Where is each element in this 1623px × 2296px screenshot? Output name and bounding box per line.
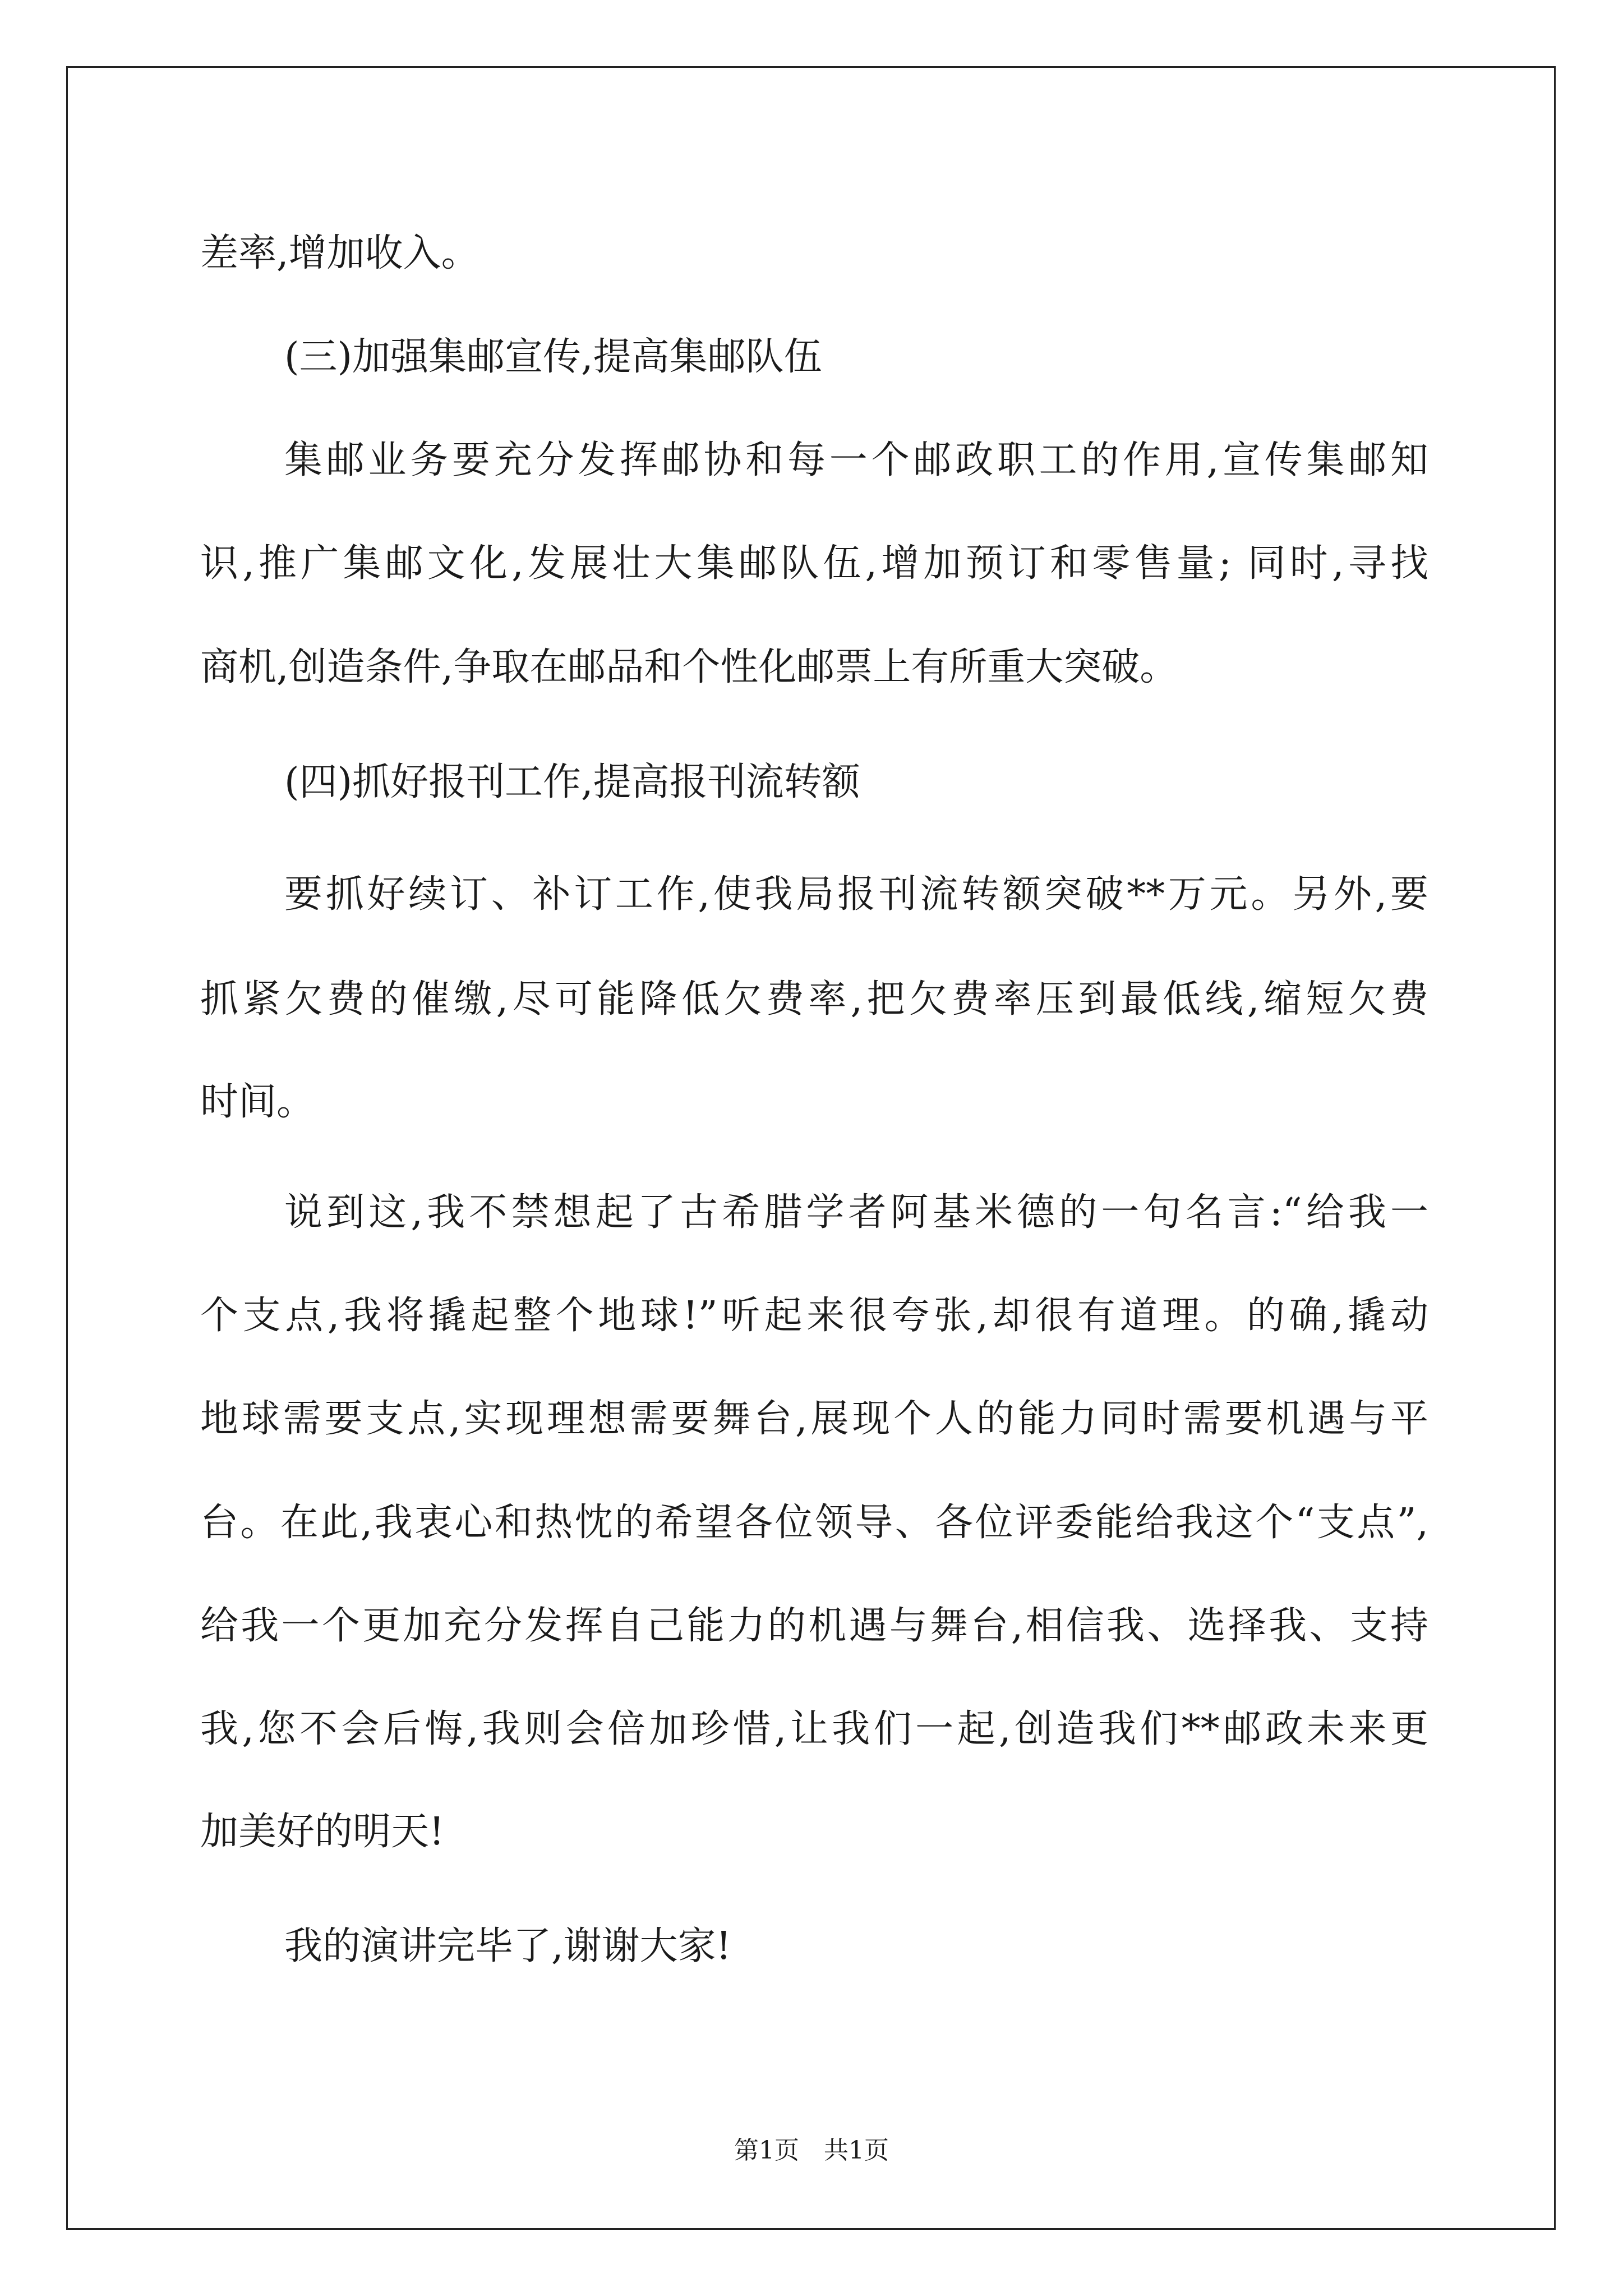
text-line: 抓紧欠费的催缴,尽可能降低欠费率,把欠费率压到最低线,缩短欠费	[200, 977, 1428, 1022]
text-line: 说到这,我不禁想起了古希腊学者阿基米德的一句名言:“给我一	[284, 1190, 1428, 1235]
text-line: 加美好的明天!	[200, 1810, 445, 1854]
section-heading: (四)抓好报刊工作,提高报刊流转额	[284, 760, 860, 804]
text-line: 台。在此,我衷心和热忱的希望各位领导、各位评委能给我这个“支点”,	[200, 1501, 1428, 1545]
text-line: 我,您不会后悔,我则会倍加珍惜,让我们一起,创造我们**邮政未来更	[200, 1707, 1428, 1751]
section-heading: (三)加强集邮宣传,提高集邮队伍	[284, 335, 822, 379]
text-line: 个支点,我将撬起整个地球!”听起来很夸张,却很有道理。的确,撬动	[200, 1294, 1428, 1338]
text-line: 要抓好续订、补订工作,使我局报刊流转额突破**万元。另外,要	[284, 872, 1428, 917]
text-line: 时间。	[200, 1080, 315, 1124]
text-line: 集邮业务要充分发挥邮协和每一个邮政职工的作用,宣传集邮知	[284, 438, 1428, 482]
page-footer: 第1页 共1页	[734, 2136, 889, 2165]
text-line: 商机,创造条件,争取在邮品和个性化邮票上有所重大突破。	[200, 645, 1178, 689]
text-line: 差率,增加收入。	[200, 231, 479, 275]
text-line: 识,推广集邮文化,发展壮大集邮队伍,增加预订和零售量; 同时,寻找	[200, 541, 1428, 586]
closing-line: 我的演讲完毕了,谢谢大家!	[284, 1924, 731, 1968]
text-line: 给我一个更加充分发挥自己能力的机遇与舞台,相信我、选择我、支持	[200, 1604, 1428, 1648]
text-line: 地球需要支点,实现理想需要舞台,展现个人的能力同时需要机遇与平	[200, 1397, 1428, 1441]
page-border	[66, 66, 1556, 2230]
